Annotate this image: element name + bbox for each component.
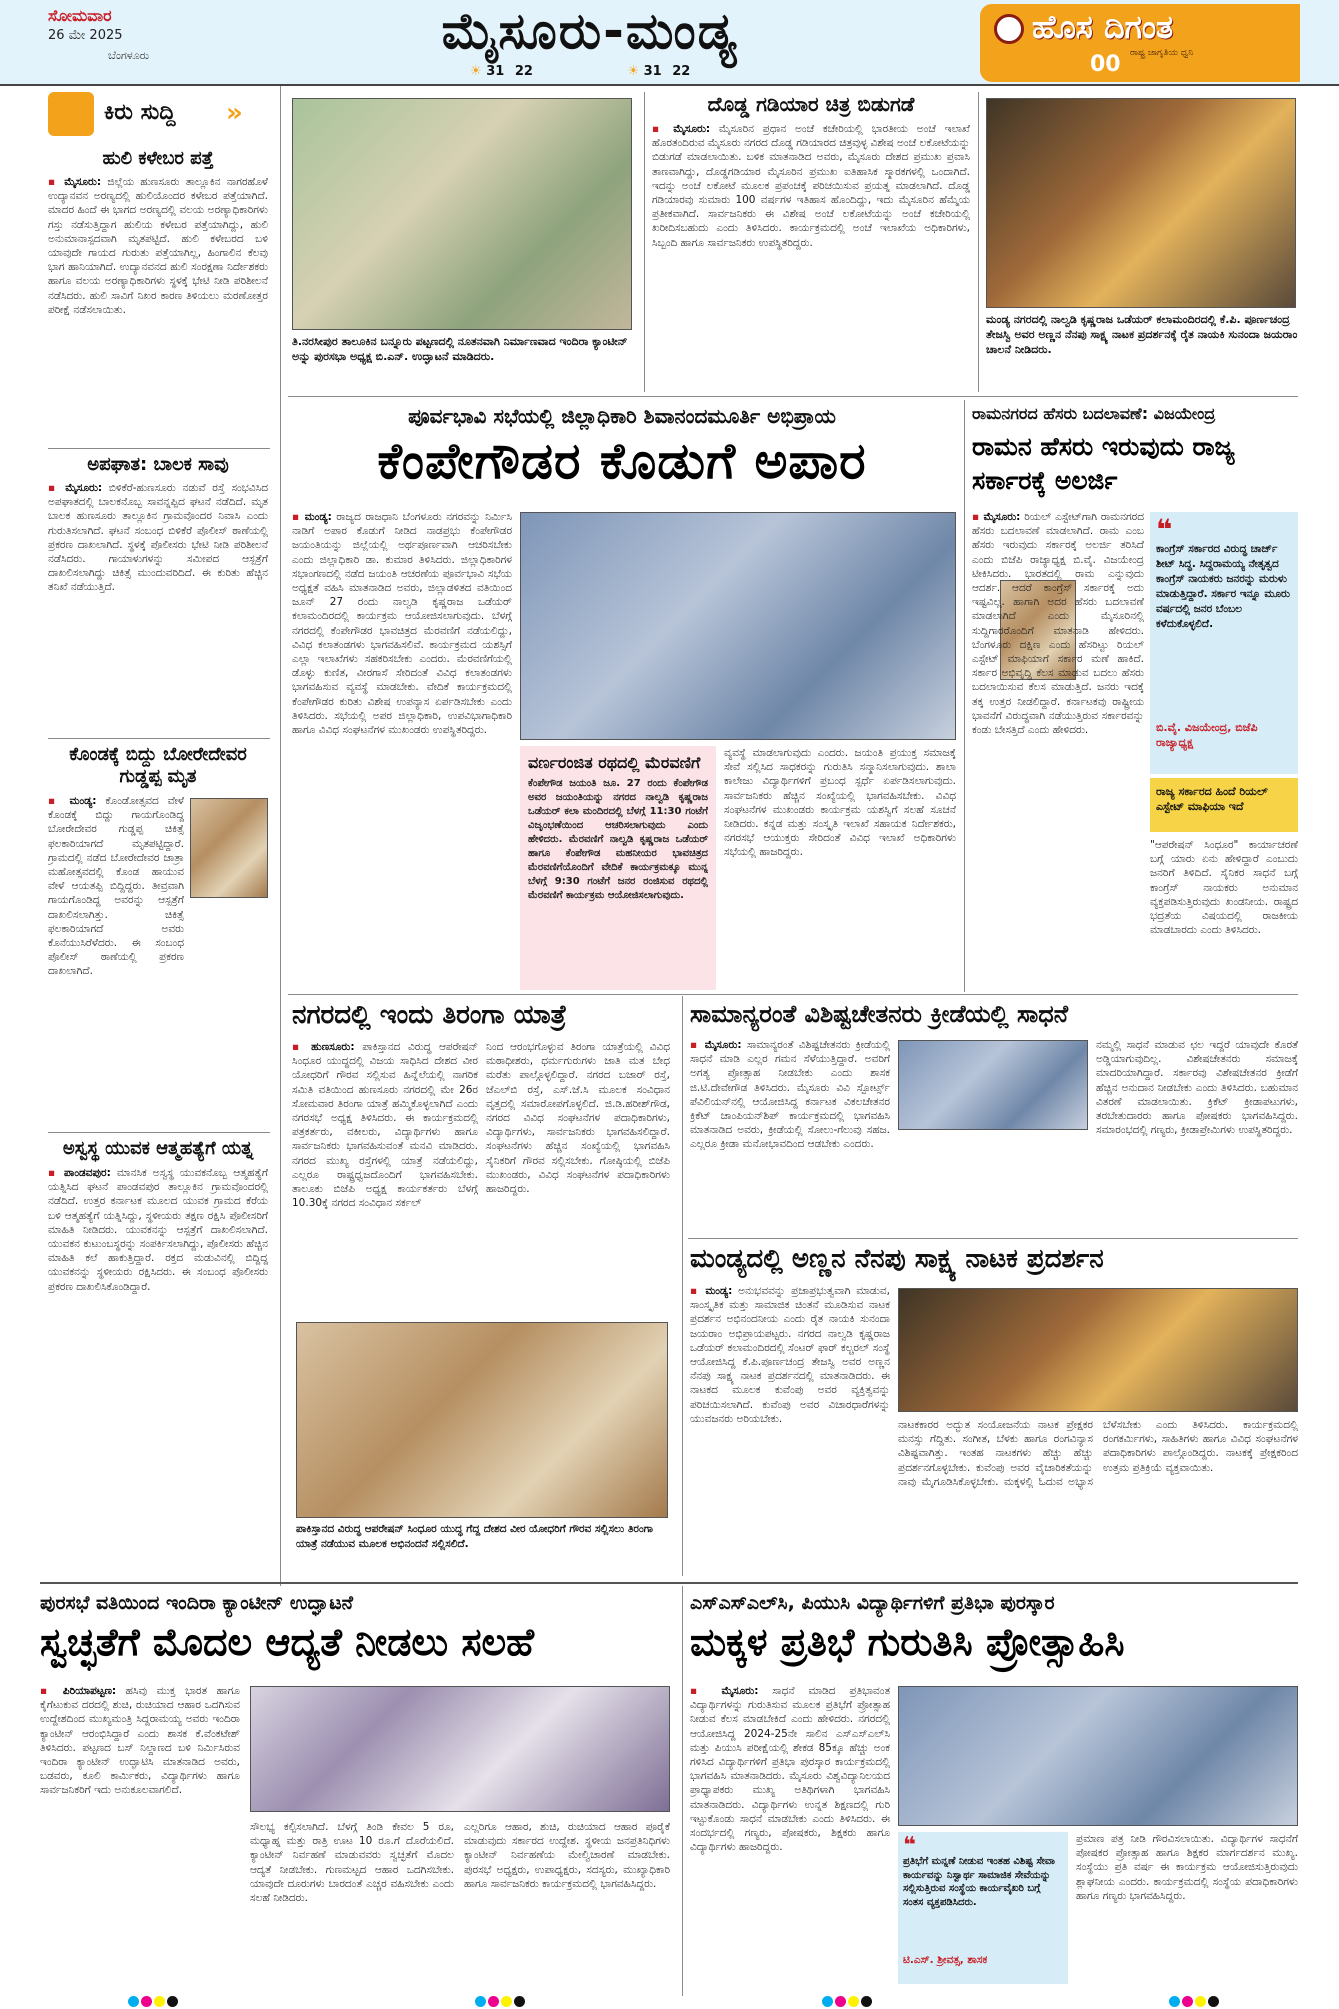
kempegowda-body-2: ವ್ಯವಸ್ಥೆ ಮಾಡಲಾಗುವುದು ಎಂದರು. ಜಯಂತಿ ಪ್ರಯುಕ್ತ ಸಮಾಜಕ್ಕೆ ಸೇವೆ ಸಲ್ಲಿಸಿದ ಸಾಧಕರನ್ನು ಗುರುತಿಸಿ ಸನ್ಮಾನಿಸಲಾಗುವುದು. ಶಾಲಾ ಕಾಲೇಜು ವಿದ್ಯಾರ್ಥಿಗಳಿಗೆ ಪ್ರಬಂಧ ಸ್ಪರ್ಧೆ ಏರ್ಪಡಿಸಲಾಗುವುದು. ಸಾರ್ವಜನಿಕರು ಹೆಚ್ಚಿನ ಸಂಖ್ಯೆಯಲ್ಲಿ ಭಾಗವಹಿಸಬೇಕು. ವಿವಿಧ ಸಂಘಟನೆಗಳ ಮುಖಂಡರು ಕಾರ್ಯಕ್ರಮ ಯಶಸ್ವಿಗೆ ಸಲಹೆ ಸೂಚನೆ ನೀಡಿದರು. ಕನ್ನಡ ಮತ್ತು ಸಂಸ್ಕೃತಿ ಇಲಾಖೆ ಸಹಾಯಕ ನಿರ್ದೇಶಕರು, ನಗರಸಭೆ ಆಯುಕ್ತರು ಸೇರಿದಂತೆ ವಿವಿಧ ಇಲಾಖೆ ಅಧಿಕಾರಿಗಳು ಸಭೆಯಲ್ಲಿ ಹಾಜರಿದ್ದರು. — [724, 747, 956, 859]
left-story-4-dateline: ಪಾಂಡವಪುರ: — [63, 1167, 111, 1179]
ramanagara-body-2: "ಆಪರೇಷನ್ ಸಿಂಧೂರ" ಕಾರ್ಯಾಚರಣೆ ಬಗ್ಗೆ ಯಾರು ಏನು ಹೇಳಿದ್ದಾರೆ ಎಂಬುದು ಜನರಿಗೆ ತಿಳಿದಿದೆ. ಸೈನಿಕರ ಸಾಧನೆ ಬಗ್ಗೆ ಕಾಂಗ್ರೆಸ್ ನಾಯಕರು ಅನುಮಾನ ವ್ಯಕ್ತಪಡಿಸುತ್ತಿರುವುದು ಖಂಡನೀಯ. ರಾಷ್ಟ್ರದ ಭದ್ರತೆಯ ವಿಷಯದಲ್ಲಿ ರಾಜಕೀಯ ಮಾಡಬಾರದು ಎಂದು ತಿಳಿಸಿದರು. — [1150, 839, 1298, 937]
clock-tower-story: ದೊಡ್ಡ ಗಡಿಯಾರ ಚಿತ್ರ ಬಿಡುಗಡೆ ▪ ಮೈಸೂರು: ಮೈಸೂರಿನ ಪ್ರಧಾನ ಅಂಚೆ ಕಚೇರಿಯಲ್ಲಿ ಭಾರತೀಯ ಅಂಚೆ ಇಲಾಖೆ ಹೊರತಂದಿರುವ ಮೈಸೂರು ನಗರದ ದೊಡ್ಡ ಗಡಿಯಾರದ ಚಿತ್ರವುಳ್ಳ ವಿಶೇಷ ಅಂಚೆ ಲಕೋಟೆಯನ್ನು ಬಿಡುಗಡೆ ಮಾಡಲಾಯಿತು. ಬಳಿಕ ಮಾತನಾಡಿದ ಅವರು, ಮೈಸೂರು ದೇಶದ ಪ್ರಮುಖ ಪ್ರವಾಸಿ ತಾಣವಾಗಿದ್ದು, ದೊಡ್ಡಗಡಿಯಾರ ಮೈಸೂರಿನ ಪ್ರಮುಖ ಐತಿಹಾಸಿಕ ಸ್ಮಾರಕಗಳಲ್ಲಿ ಒಂದಾಗಿದೆ. ಇದನ್ನು ಅಂಚೆ ಲಕೋಟೆ ಮೂಲಕ ಪ್ರಪಂಚಕ್ಕೆ ಪರಿಚಯಿಸುವ ಪ್ರಯತ್ನ ಮಾಡಲಾಗಿದೆ. ದೊಡ್ಡ ಗಡಿಯಾರವು ಸುಮಾರು 100 ವರ್ಷಗಳ ಇತಿಹಾಸ ಹೊಂದಿದ್ದು, ಇದು ಮೈಸೂರಿನ ಹೆಮ್ಮೆಯ ಪ್ರತೀಕವಾಗಿದೆ. ಸಾರ್ವಜನಿಕರು ಈ ವಿಶೇಷ ಅಂಚೆ ಲಕೋಟೆಯನ್ನು ಅಂಚೆ ಕಚೇರಿಯಲ್ಲಿ ಖರೀದಿಸಬಹುದು ಎಂದು ತಿಳಿಸಿದರು. ಕಾರ್ಯಕ್ರಮದಲ್ಲಿ ಅಂಚೆ ಇಲಾಖೆಯ ಅಧಿಕಾರಿಗಳು, ಸಿಬ್ಬಂದಿ ಹಾಗೂ ಸಾರ್ವಜನಿಕರು ಉಪಸ್ಥಿತರಿದ್ದರು. — [652, 92, 970, 249]
clock-tower-dateline: ಮೈಸೂರು: — [673, 123, 711, 135]
procession-box-body: ಕೆಂಪೇಗೌಡ ಜಯಂತಿ ಜೂ. 27 ರಂದು ಕೆಂಪೇಗೌಡ ಅವರ ಜಯಂತಿಯನ್ನು ನಗರದ ನಾಲ್ವಡಿ ಕೃಷ್ಣರಾಜ ಒಡೆಯರ್ ಕಲಾ ಮಂದಿರದಲ್ಲಿ ಬೆಳಗ್ಗೆ 11:30 ಗಂಟೆಗೆ ವಿಜೃಂಭಣೆಯಿಂದ ಆಚರಿಸಲಾಗುವುದು ಎಂದು ಹೇಳಿದರು. ಮೆರವಣಿಗೆ ನಾಲ್ವಡಿ ಕೃಷ್ಣರಾಜ ಒಡೆಯರ್ ಹಾಗೂ ಕೆಂಪೇಗೌಡ ಮಹನೀಯರ ಭಾವಚಿತ್ರದ ಮೆರವಣಿಗೆಯೊಂದಿಗೆ ವೇದಿಕೆ ಕಾರ್ಯಕ್ರಮಕ್ಕೂ ಮುನ್ನ ಬೆಳಗ್ಗೆ 9:30 ಗಂಟೆಗೆ ಜನರ ರಂಜಿಸುವ ರಥದಲ್ಲಿ ಮೆರವಣಿಗೆ ಕಾರ್ಯಕ್ರಮ ಆಯೋಜಿಸಲಾಗುವುದು. — [528, 778, 708, 901]
talent-kicker: ಎಸ್‌ಎಸ್‌ಎಲ್‌ಸಿ, ಪಿಯುಸಿ ವಿದ್ಯಾರ್ಥಿಗಳಿಗೆ ಪ್ರತಿಭಾ ಪುರಸ್ಕಾರ — [690, 1592, 1055, 1614]
tiranga-dateline: ಹುಣಸೂರು: — [311, 1041, 355, 1053]
meeting-photo — [520, 512, 956, 740]
kempegowda-headline: ಕೆಂಪೇಗೌಡರ ಕೊಡುಗೆ ಅಪಾರ — [377, 432, 867, 490]
left-story-4-title: ಅಸ್ವಸ್ಥ ಯುವಕ ಆತ್ಮಹತ್ಯೆಗೆ ಯತ್ನ — [62, 1138, 254, 1159]
paper-name: ಹೊಸ ದಿಗಂತ — [1032, 8, 1174, 46]
ramanagara-body-text: ರಿಯಲ್ ಎಸ್ಟೇಟ್‌ಗಾಗಿ ರಾಮನಗರದ ಹೆಸರು ಬದಲಾವಣೆ ಮಾಡಲಾಗಿದೆ. ರಾಮ ಎಂಬ ಹೆಸರು ಇರುವುದು ಸರ್ಕಾರಕ್ಕೆ ಅಲರ್ಜಿ ತರಿಸಿದೆ ಎಂದು ಬಿಜೆಪಿ ರಾಜ್ಯಾಧ್ಯಕ್ಷ ಬಿ.ವೈ. ವಿಜಯೇಂದ್ರ ಟೀಕಿಸಿದರು. ಭಾರತದಲ್ಲಿ ರಾಮ ಎನ್ನುವುದು ಆದರ್ಶ. ಆದರೆ ಕಾಂಗ್ರೆಸ್ ಸರ್ಕಾರಕ್ಕೆ ಅದು ಇಷ್ಟವಿಲ್ಲ. ಹಾಗಾಗಿ ಅದರ ಹೆಸರು ಬದಲಾವಣೆ ಮಾಡಲಾಗಿದೆ ಎಂದು ಮೈಸೂರಿನಲ್ಲಿ ಸುದ್ದಿಗಾರರೊಂದಿಗೆ ಮಾತನಾಡಿ ಹೇಳಿದರು. ಬೆಂಗಳೂರು ದಕ್ಷಿಣ ಎಂದು ಹೆಸರಿಟ್ಟು ರಿಯಲ್ ಎಸ್ಟೇಟ್ ಮಾಫಿಯಾಗೆ ಸರ್ಕಾರ ಮಣೆ ಹಾಕಿದೆ. ಸರ್ಕಾರ ಅಭಿವೃದ್ಧಿ ಕೆಲಸ ಮಾಡುವ ಬದಲು ಹೆಸರು ಬದಲಾಯಿಸುವ ಕೆಲಸ ಮಾಡುತ್ತಿದೆ. ಜನರು ಇದಕ್ಕೆ ತಕ್ಕ ಉತ್ತರ ನೀಡಲಿದ್ದಾರೆ. ಕರ್ನಾಟಕವು ರಾಷ್ಟ್ರೀಯ ಭಾವನೆಗೆ ವಿರುದ್ಧವಾಗಿ ನಡೆಯುತ್ತಿರುವ ಸರ್ಕಾರವನ್ನು ಕಂಡು ಬೇಸತ್ತಿದೆ ಎಂದು ಹೇಳಿದರು. — [972, 511, 1144, 737]
paper-logo-icon — [994, 14, 1024, 44]
left-story-2: ಅಪಘಾತ: ಬಾಲಕ ಸಾವು ▪ ಮೈಸೂರು: ಬಿಳಿಕೆರೆ-ಹುಣಸೂರು ನಡುವೆ ರಸ್ತೆ ಸಂಭವಿಸಿದ ಅಪಘಾತದಲ್ಲಿ ಬಾಲಕನೊಬ್ಬ ಸಾವನ್ನಪ್ಪಿದ ಘಟನೆ ನಡೆದಿದೆ. ಮೃತ ಬಾಲಕ ಹುಣಸೂರು ತಾಲ್ಲೂಕಿನ ಗ್ರಾಮವೊಂದರ ನಿವಾಸಿ ಎಂದು ಗುರುತಿಸಲಾಗಿದೆ. ಘಟನೆ ಸಂಬಂಧ ಬಿಳಿಕೆರೆ ಪೊಲೀಸ್ ಠಾಣೆಯಲ್ಲಿ ಪ್ರಕರಣ ದಾಖಲಾಗಿದೆ. ಸ್ಥಳಕ್ಕೆ ಪೊಲೀಸರು ಭೇಟಿ ನೀಡಿ ಪರಿಶೀಲನೆ ನಡೆಸಿದರು. ಗಾಯಾಳುಗಳನ್ನು ಸಮೀಪದ ಆಸ್ಪತ್ರೆಗೆ ದಾಖಲಿಸಲಾಗಿದ್ದು ಚಿಕಿತ್ಸೆ ಮುಂದುವರಿದಿದೆ. ಈ ಕುರಿತು ಹೆಚ್ಚಿನ ತನಿಖೆ ನಡೆಯುತ್ತಿದೆ. — [48, 454, 268, 594]
weather-strip — [470, 64, 750, 84]
annana-nenapu-body-2: ನಾಟಕಕಾರರ ಅದ್ಭುತ ಸಂಯೋಜನೆಯ ನಾಟಕ ಪ್ರೇಕ್ಷಕರ ಮನಸ್ಸು ಗೆದ್ದಿತು. ಸಂಗೀತ, ಬೆಳಕು ಹಾಗೂ ರಂಗವಿನ್ಯಾಸ ವಿಶಿಷ್ಟವಾಗಿತ್ತು. ಇಂತಹ ನಾಟಕಗಳು ಹೆಚ್ಚು ಹೆಚ್ಚು ಪ್ರದರ್ಶನಗೊಳ್ಳಬೇಕು. ಕುವೆಂಪು ಅವರ ವೈಚಾರಿಕತೆಯನ್ನು ನಾವು ಮೈಗೂಡಿಸಿಕೊಳ್ಳಬೇಕು. ಮಕ್ಕಳಲ್ಲಿ ಓದುವ ಅಭ್ಯಾಸ ಬೆಳೆಸಬೇಕು ಎಂದು ತಿಳಿಸಿದರು. ಕಾರ್ಯಕ್ರಮದಲ್ಲಿ ರಂಗಕರ್ಮಿಗಳು, ಸಾಹಿತಿಗಳು ಹಾಗೂ ವಿವಿಧ ಸಂಘಟನೆಗಳ ಪದಾಧಿಕಾರಿಗಳು ಪಾಲ್ಗೊಂಡಿದ್ದರು. ನಾಟಕಕ್ಕೆ ಪ್ರೇಕ್ಷಕರಿಂದ ಉತ್ತಮ ಪ್ರತಿಕ್ರಿಯೆ ವ್ಯಕ್ತವಾಯಿತು. — [898, 1419, 1298, 1488]
shrivatsa-quote: ಪ್ರತಿಭೆಗೆ ಮನ್ನಣೆ ನೀಡುವ ಇಂತಹ ವಿಶಿಷ್ಟ ಸೇವಾ ಕಾರ್ಯವನ್ನು ನಿಸ್ವಾರ್ಥ ಸಾಮಾಜಿಕ ಸೇವೆಯನ್ನು ಸಲ್ಲಿಸುತ್ತಿರುವ ಸಂಸ್ಥೆಯ ಕಾರ್ಯವೈಖರಿ ಬಗ್ಗೆ ಸಂತಸ ವ್ಯಕ್ತಪಡಿಸಿದರು. — [903, 1856, 1055, 1908]
tiranga-body-1: ▪ ಹುಣಸೂರು: ಪಾಕಿಸ್ತಾನದ ವಿರುದ್ಧ ಆಪರೇಷನ್ ಸಿಂಧೂರ ಯುದ್ಧದಲ್ಲಿ ವಿಜಯ ಸಾಧಿಸಿದ ದೇಶದ ವೀರ ಯೋಧರಿಗೆ ಗೌರವ ಸಲ್ಲಿಸುವ ಹಿನ್ನೆಲೆಯಲ್ಲಿ ನಾಗರಿಕ ಸಮಿತಿ ವತಿಯಿಂದ ಹುಣಸೂರು ನಗರದಲ್ಲಿ ಮೇ 26ರ ಸೋಮವಾರ ತಿರಂಗಾ ಯಾತ್ರೆ ಹಮ್ಮಿಕೊಳ್ಳಲಾಗಿದೆ ಎಂದು ನಗರಸಭೆ ಅಧ್ಯಕ್ಷ ತಿಳಿಸಿದರು. ಈ ಕಾರ್ಯಕ್ರಮದಲ್ಲಿ ಪತ್ರಕರ್ತರು, ವಕೀಲರು, ವಿದ್ಯಾರ್ಥಿಗಳು ಹಾಗೂ ಸಾರ್ವಜನಿಕರು ಭಾಗವಹಿಸುವಂತೆ ಮನವಿ ಮಾಡಿದರು. ನಗರದ ಮುಖ್ಯ ರಸ್ತೆಗಳಲ್ಲಿ ಯಾತ್ರೆ ನಡೆಯಲಿದ್ದು, ಎಲ್ಲರೂ ರಾಷ್ಟ್ರಧ್ವಜದೊಂದಿಗೆ ಭಾಗವಹಿಸಬೇಕು. ತಾಲೂಕು ಬಿಜೆಪಿ ಅಧ್ಯಕ್ಷ ಕಾರ್ಯಕರ್ತರು ಬೆಳಗ್ಗೆ 10.30ಕ್ಕೆ ನಗರದ ಸಂವಿಧಾನ ಸರ್ಕಲ್ — [292, 1041, 478, 1210]
talent-headline: ಮಕ್ಕಳ ಪ್ರತಿಭೆ ಗುರುತಿಸಿ ಪ್ರೋತ್ಸಾಹಿಸಿ — [690, 1620, 1125, 1664]
kiru-suddi-label: ಕಿರು ಸುದ್ದಿ — [104, 100, 176, 125]
quote-icon: ❝ — [1156, 513, 1173, 546]
talent-body-1: ▪ ಮೈಸೂರು: ಸಾಧನೆ ಮಾಡಿದ ಪ್ರತಿಭಾವಂತ ವಿದ್ಯಾರ್ಥಿಗಳನ್ನು ಗುರುತಿಸುವ ಮೂಲಕ ಪ್ರತಿಭೆಗೆ ಪ್ರೋತ್ಸಾಹ ನೀಡುವ ಕೆಲಸ ಮಾಡಬೇಕಿದೆ ಎಂದು ಹೇಳಿದರು. ನಗರದಲ್ಲಿ ಆಯೋಜಿಸಿದ್ದ 2024-25ನೇ ಸಾಲಿನ ಎಸ್‌ಎಸ್‌ಎಲ್‌ಸಿ ಮತ್ತು ಪಿಯುಸಿ ಪರೀಕ್ಷೆಯಲ್ಲಿ ಶೇಕಡ 85ಕ್ಕೂ ಹೆಚ್ಚು ಅಂಕ ಗಳಿಸಿದ ವಿದ್ಯಾರ್ಥಿಗಳಿಗೆ ಪ್ರತಿಭಾ ಪುರಸ್ಕಾರ ಕಾರ್ಯಕ್ರಮದಲ್ಲಿ ಭಾಗವಹಿಸಿ ಮಾತನಾಡಿದರು. ಮೈಸೂರು ವಿಶ್ವವಿದ್ಯಾನಿಲಯದ ಪ್ರಾಧ್ಯಾಪಕರು ಮುಖ್ಯ ಅತಿಥಿಗಳಾಗಿ ಭಾಗವಹಿಸಿ ಮಾತನಾಡಿದರು. ವಿದ್ಯಾರ್ಥಿಗಳು ಉನ್ನತ ಶಿಕ್ಷಣದಲ್ಲಿ ಗುರಿ ಇಟ್ಟುಕೊಂಡು ಸಾಧನೆ ಮಾಡಬೇಕು ಎಂದು ತಿಳಿಸಿದರು. ಈ ಸಂದರ್ಭದಲ್ಲಿ ಗಣ್ಯರು, ಪೋಷಕರು, ಶಿಕ್ಷಕರು ಹಾಗೂ ವಿದ್ಯಾರ್ಥಿಗಳು ಹಾಜರಿದ್ದರು. — [690, 1685, 890, 1854]
speech-icon — [48, 92, 94, 136]
vijayendra-quote-author: ಬಿ.ವೈ. ವಿಜಯೇಂದ್ರ, ಬಿಜೆಪಿ ರಾಜ್ಯಾಧ್ಯಕ್ಷ — [1156, 721, 1258, 749]
canteen-dateline: ಪಿರಿಯಾಪಟ್ಟಣ: — [62, 1685, 117, 1697]
left-story-1-title: ಹುಲಿ ಕಳೇಬರ ಪತ್ತೆ — [102, 148, 214, 169]
annana-nenapu-body-1: ▪ ಮಂಡ್ಯ: ಅನುಭವವನ್ನು ಪ್ರಜಾಪ್ರಭುತ್ವವಾಗಿ ಮಾಡುವ, ಸಾಂಸ್ಕೃತಿಕ ಮತ್ತು ಸಾಮಾಜಿಕ ಚಿಂತನೆ ಮೂಡಿಸುವ ನಾಟಕ ಪ್ರದರ್ಶನ ಅಭಿನಂದನೀಯ ಎಂದು ರೈತ ನಾಯಕಿ ಸುನಂದಾ ಜಯರಾಂ ಅಭಿಪ್ರಾಯಪಟ್ಟರು. ನಗರದ ನಾಲ್ವಡಿ ಕೃಷ್ಣರಾಜ ಒಡೆಯರ್ ಕಲಾಮಂದಿರದಲ್ಲಿ ಸೆಂಟರ್ ಫಾರ್ ಕಲ್ಚರಲ್ ಸಂಸ್ಥೆ ಆಯೋಜಿಸಿದ್ದ ಕೆ.ಪಿ.ಪೂರ್ಣಚಂದ್ರ ತೇಜಸ್ವಿ ಅವರ ಅಣ್ಣನ ನೆನಪು ಸಾಕ್ಷ್ಯ ನಾಟಕ ಪ್ರದರ್ಶನದಲ್ಲಿ ಮಾತನಾಡಿದರು. ಈ ನಾಟಕದ ಮೂಲಕ ಕುವೆಂಪು ಅವರ ವ್ಯಕ್ತಿತ್ವವನ್ನು ಪರಿಚಯಿಸಲಾಗಿದೆ. ಕುವೆಂಪು ಅವರ ವಿಚಾರಧಾರೆಗಳನ್ನು ಯುವಜನರು ಅರಿಯಬೇಕು. — [690, 1285, 890, 1425]
left-story-3: ಕೊಂಡಕ್ಕೆ ಬಿದ್ದು ಬೋರೇದೇವರ ಗುಡ್ಡಪ್ಪ ಮೃತ ▪ ಮಂಡ್ಯ: ಕೊಂಡೋತ್ಸವದ ವೇಳೆ ಕೊಂಡಕ್ಕೆ ಬಿದ್ದು ಗಾಯಗೊಂಡಿದ್ದ ಬೋರೇದೇವರ ಗುಡ್ಡಪ್ಪ ಚಿಕಿತ್ಸೆ ಫಲಕಾರಿಯಾಗದೆ ಮೃತಪಟ್ಟಿದ್ದಾರೆ. ಗ್ರಾಮದಲ್ಲಿ ನಡೆದ ಬೋರೇದೇವರ ಜಾತ್ರಾ ಮಹೋತ್ಸವದಲ್ಲಿ ಕೊಂಡ ಹಾಯುವ ವೇಳೆ ಆಯತಪ್ಪಿ ಬಿದ್ದಿದ್ದರು. ತೀವ್ರವಾಗಿ ಗಾಯಗೊಂಡಿದ್ದ ಅವರನ್ನು ಆಸ್ಪತ್ರೆಗೆ ದಾಖಲಿಸಲಾಗಿತ್ತು. ಚಿಕಿತ್ಸೆ ಫಲಕಾರಿಯಾಗದೆ ಅವರು ಕೊನೆಯುಸಿರೆಳೆದರು. ಈ ಸಂಬಂಧ ಪೊಲೀಸ್ ಠಾಣೆಯಲ್ಲಿ ಪ್ರಕರಣ ದಾಖಲಾಗಿದೆ. — [48, 744, 268, 1139]
registration-marks — [128, 1992, 1228, 2006]
tiranga-body-2: ನಿಂದ ಆರಂಭಗೊಳ್ಳುವ ತಿರಂಗಾ ಯಾತ್ರೆಯಲ್ಲಿ ವಿವಿಧ ಮಠಾಧೀಶರು, ಧರ್ಮಗುರುಗಳು ಜಾತಿ ಮತ ಬೇಧ ಮರೆತು ಪಾಲ್ಗೊಳ್ಳಲಿದ್ದಾರೆ. ನಗರದ ಬಜಾರ್ ರಸ್ತೆ, ಜೆಎಲ್‌ಬಿ ರಸ್ತೆ, ಎಸ್.ಜೆ.ಸಿ ಮೂಲಕ ಸಂವಿಧಾನ ವೃತ್ತದಲ್ಲಿ ಸಮಾರೋಪಗೊಳ್ಳಲಿದೆ. ಜಿ.ಡಿ.ಹರೀಶ್‌ಗೌಡ, ನಗರದ ವಿವಿಧ ಸಂಘಟನೆಗಳ ಪದಾಧಿಕಾರಿಗಳು, ವಿದ್ಯಾರ್ಥಿಗಳು, ಸಾರ್ವಜನಿಕರು ಭಾಗವಹಿಸಲಿದ್ದಾರೆ. ಸಂಘಟನೆಗಳು ಹೆಚ್ಚಿನ ಸಂಖ್ಯೆಯಲ್ಲಿ ಭಾಗವಹಿಸಿ ಸೈನಿಕರಿಗೆ ಗೌರವ ಸಲ್ಲಿಸಬೇಕು. ಗೋಷ್ಠಿಯಲ್ಲಿ ಬಿಜೆಪಿ ಮುಖಂಡರು, ವಿವಿಧ ಸಂಘಟನೆಗಳ ಪದಾಧಿಕಾರಿಗಳು ಹಾಜರಿದ್ದರು. — [486, 1041, 670, 1196]
canteen-photo-caption: ತಿ.ನರಸೀಪುರ ತಾಲೂಕಿನ ಬನ್ನೂರು ಪಟ್ಟಣದಲ್ಲಿ ನೂತನವಾಗಿ ನಿರ್ಮಾಣವಾದ ಇಂದಿರಾ ಕ್ಯಾಂಟೀನ್ ಅನ್ನು ಪುರಸಭಾ ಅಧ್ಯಕ್ಷ ಬಿ.ಎನ್. ಉದ್ಘಾಟನೆ ಮಾಡಿದರು. — [292, 335, 628, 363]
special-needs-dateline: ಮೈಸೂರು: — [704, 1039, 742, 1051]
canteen-headline: ಸ್ವಚ್ಛತೆಗೆ ಮೊದಲ ಆದ್ಯತೆ ನೀಡಲು ಸಲಹೆ — [40, 1620, 535, 1664]
talent-body-text: ಸಾಧನೆ ಮಾಡಿದ ಪ್ರತಿಭಾವಂತ ವಿದ್ಯಾರ್ಥಿಗಳನ್ನು ಗುರುತಿಸುವ ಮೂಲಕ ಪ್ರತಿಭೆಗೆ ಪ್ರೋತ್ಸಾಹ ನೀಡುವ ಕೆಲಸ ಮಾಡಬೇಕಿದೆ ಎಂದು ಹೇಳಿದರು. ನಗರದಲ್ಲಿ ಆಯೋಜಿಸಿದ್ದ 2024-25ನೇ ಸಾಲಿನ ಎಸ್‌ಎಸ್‌ಎಲ್‌ಸಿ ಮತ್ತು ಪಿಯುಸಿ ಪರೀಕ್ಷೆಯಲ್ಲಿ ಶೇಕಡ 85ಕ್ಕೂ ಹೆಚ್ಚು ಅಂಕ ಗಳಿಸಿದ ವಿದ್ಯಾರ್ಥಿಗಳಿಗೆ ಪ್ರತಿಭಾ ಪುರಸ್ಕಾರ ಕಾರ್ಯಕ್ರಮದಲ್ಲಿ ಭಾಗವಹಿಸಿ ಮಾತನಾಡಿದರು. — [690, 1685, 890, 1783]
masthead-left-block — [48, 6, 228, 80]
real-estate-box-text: ರಾಜ್ಯ ಸರ್ಕಾರದ ಹಿಂದೆ ರಿಯಲ್ ಎಸ್ಟೇಟ್ ಮಾಫಿಯಾ ಇದೆ — [1156, 785, 1268, 813]
tiranga-photo-caption: ಪಾಕಿಸ್ತಾನದ ವಿರುದ್ಧ ಆಪರೇಷನ್ ಸಿಂಧೂರ ಯುದ್ಧ ಗೆದ್ದ ದೇಶದ ವೀರ ಯೋಧರಿಗೆ ಗೌರವ ಸಲ್ಲಿಸಲು ತಿರಂಗಾ ಯಾತ್ರೆ ನಡೆಯುವ ಮೂಲಕ ಅಭಿನಂದನೆ ಸಲ್ಲಿಸಲಿದೆ. — [296, 1523, 653, 1550]
masthead-city: ಬೆಂಗಳೂರು — [108, 49, 150, 62]
canteen-inauguration-photo — [292, 98, 632, 330]
paper-tagline: ರಾಷ್ಟ್ರ ಜಾಗೃತಿಯ ಧ್ವನಿ — [1130, 48, 1194, 58]
drama-inauguration-photo — [986, 98, 1296, 308]
shrivatsa-quote-box — [898, 1832, 1068, 1984]
weather-min-1: 22 — [514, 64, 533, 79]
chevron-right-icon: » — [226, 98, 243, 128]
masthead-day: ಸೋಮವಾರ — [48, 6, 112, 25]
tiranga-press-photo — [296, 1322, 668, 1518]
left-story-3-dateline: ಮಂಡ್ಯ: — [69, 795, 97, 807]
left-story-3-title: ಕೊಂಡಕ್ಕೆ ಬಿದ್ದು ಬೋರೇದೇವರ ಗುಡ್ಡಪ್ಪ ಮೃತ — [69, 744, 247, 787]
drama-photo-caption: ಮಂಡ್ಯ ನಗರದಲ್ಲಿ ನಾಲ್ವಡಿ ಕೃಷ್ಣರಾಜ ಒಡೆಯರ್ ಕಲಾಮಂದಿರದಲ್ಲಿ ಕೆ.ಪಿ. ಪೂರ್ಣಚಂದ್ರ ತೇಜಸ್ವಿ ಅವರ ಅಣ್ಣನ ನೆನಪು ಸಾಕ್ಷ್ಯ ನಾಟಕ ಪ್ರದರ್ಶನಕ್ಕೆ ರೈತ ನಾಯಕಿ ಸುನಂದಾ ಜಯರಾಂ ಚಾಲನೆ ನೀಡಿದರು. — [986, 313, 1298, 356]
quote-icon: ❝ — [903, 1833, 916, 1858]
canteen-kicker: ಪುರಸಭೆ ವತಿಯಿಂದ ಇಂದಿರಾ ಕ್ಯಾಂಟೀನ್ ಉದ್ಘಾಟನೆ — [40, 1592, 353, 1614]
left-story-2-title: ಅಪಘಾತ: ಬಾಲಕ ಸಾವು — [87, 454, 229, 475]
ramanagara-headline: ರಾಮನ ಹೆಸರು ಇರುವುದು ರಾಜ್ಯ ಸರ್ಕಾರಕ್ಕೆ ಅಲರ್ಜಿ — [972, 432, 1235, 495]
weather-max-1: 31 — [486, 64, 505, 79]
canteen-body-2: ಸೌಲಭ್ಯ ಕಲ್ಪಿಸಲಾಗಿದೆ. ಬೆಳಗ್ಗೆ ತಿಂಡಿ ಕೇವಲ 5 ರೂ, ಮಧ್ಯಾಹ್ನ ಮತ್ತು ರಾತ್ರಿ ಊಟ 10 ರೂ.ಗೆ ದೊರೆಯಲಿದೆ. ಕ್ಯಾಂಟೀನ್ ನಿರ್ವಹಣೆ ಮಾಡುವವರು ಸ್ವಚ್ಛತೆಗೆ ಮೊದಲ ಆದ್ಯತೆ ನೀಡಬೇಕು. ಗುಣಮಟ್ಟದ ಆಹಾರ ಒದಗಿಸಬೇಕು. ಯಾವುದೇ ದೂರುಗಳು ಬಾರದಂತೆ ಎಚ್ಚರ ವಹಿಸಬೇಕು ಎಂದು ಸಲಹೆ ನೀಡಿದರು. — [250, 1821, 454, 1905]
procession-box-title: ವರ್ಣರಂಜಿತ ರಥದಲ್ಲಿ ಮೆರವಣಿಗೆ — [528, 753, 701, 772]
edition-title: ಮೈಸೂರು-ಮಂಡ್ಯ — [441, 2, 739, 60]
left-story-1-body: ಜಿಲ್ಲೆಯ ಹುಣಸೂರು ತಾಲ್ಲೂಕಿನ ನಾಗರಹೊಳೆ ಉದ್ಯಾನವನ ಅರಣ್ಯದಲ್ಲಿ ಹುಲಿಯೊಂದರ ಕಳೇಬರ ಪತ್ತೆಯಾಗಿದೆ. ಮಾದರ ಹಿಂದೆ ಈ ಭಾಗದ ಅರಣ್ಯದಲ್ಲಿ ವಲಯ ಅರಣ್ಯಾಧಿಕಾರಿಗಳು ಗಸ್ತು ನಡೆಸುತ್ತಿದ್ದಾಗ ಹುಲಿಯ ಕಳೇಬರ ಪತ್ತೆಯಾಗಿದ್ದು, ಹುಲಿ ಅನುಮಾನಾಸ್ಪದವಾಗಿ ಮೃತಪಟ್ಟಿದೆ. ಹುಲಿ ಕಳೇಬರದ ಬಳಿ ಯಾವುದೇ ಗಾಯದ ಗುರುತು ಪತ್ತೆಯಾಗಿಲ್ಲ, ಹಿಂಗಾಲಿನ ಕೆಲವು ಭಾಗ ಹಾನಿಯಾಗಿದೆ. ಉದ್ಯಾನವನದ ಹುಲಿ ಸಂರಕ್ಷಣಾ ನಿರ್ದೇಶಕರು ಹಾಗೂ ವಲಯ ಅರಣ್ಯಾಧಿಕಾರಿಗಳು ಸ್ಥಳಕ್ಕೆ ಭೇಟಿ ನೀಡಿ ಪರಿಶೀಲನೆ ನಡೆಸಿದರು. ಹುಲಿ ಸಾವಿಗೆ ನಿಖರ ಕಾರಣ ತಿಳಿಯಲು ಮರಣೋತ್ತರ ಪರೀಕ್ಷೆ ನಡೆಸಲಾಯಿತು. — [48, 176, 268, 316]
canteen-body-3: ಎಲ್ಲರಿಗೂ ಆಹಾರ, ಶುಚಿ, ರುಚಿಯಾದ ಆಹಾರ ಪೂರೈಕೆ ಮಾಡುವುದು ಸರ್ಕಾರದ ಉದ್ದೇಶ. ಸ್ಥಳೀಯ ಜನಪ್ರತಿನಿಧಿಗಳು ಕ್ಯಾಂಟೀನ್ ನಿರ್ವಹಣೆಯ ಮೇಲ್ವಿಚಾರಣೆ ಮಾಡಬೇಕು. ಪುರಸಭೆ ಅಧ್ಯಕ್ಷರು, ಉಪಾಧ್ಯಕ್ಷರು, ಸದಸ್ಯರು, ಮುಖ್ಯಾಧಿಕಾರಿ ಹಾಗೂ ಸಾರ್ವಜನಿಕರು ಕಾರ್ಯಕ್ರಮದಲ್ಲಿ ಭಾಗವಹಿಸಿದ್ದರು. — [464, 1821, 670, 1890]
page-number: 00 — [1090, 52, 1121, 77]
weather-max-2: 31 — [643, 64, 662, 79]
special-needs-body-text: ಸಾಮಾನ್ಯರಂತೆ ವಿಶಿಷ್ಟಚೇತನರು ಕ್ರೀಡೆಯಲ್ಲಿ ಸಾಧನೆ ಮಾಡಿ ಎಲ್ಲರ ಗಮನ ಸೆಳೆಯುತ್ತಿದ್ದಾರೆ. ಅವರಿಗೆ ಅಗತ್ಯ ಪ್ರೋತ್ಸಾಹ ನೀಡಬೇಕು ಎಂದು ಶಾಸಕ ಜಿ.ಟಿ.ದೇವೇಗೌಡ ತಿಳಿಸಿದರು. ಮೈಸೂರು ವಿವಿ ಸ್ಪೋರ್ಟ್ಸ್ ಪೆವಿಲಿಯನ್‌ನಲ್ಲಿ ಆಯೋಜಿಸಿದ್ದ ಕರ್ನಾಟಕ ವಿಕಲಚೇತನರ ಕ್ರಿಕೆಟ್ ಚಾಂಪಿಯನ್‌ಶಿಪ್ ಕಾರ್ಯಕ್ರಮದಲ್ಲಿ ಭಾಗವಹಿಸಿ ಮಾತನಾಡಿದ ಅವರು, ಕ್ರೀಡೆಯಲ್ಲಿ ಸೋಲು-ಗೆಲುವು ಸಹಜ. ಎಲ್ಲರೂ ಕ್ರೀಡಾ ಮನೋಭಾವದಿಂದ ಆಡಬೇಕು ಎಂದರು. — [690, 1039, 890, 1151]
ramanagara-dateline: ಮೈಸೂರು: — [983, 511, 1021, 523]
left-story-4-body: ಮಾನಸಿಕ ಅಸ್ವಸ್ಥ ಯುವಕನೊಬ್ಬ ಆತ್ಮಹತ್ಯೆಗೆ ಯತ್ನಿಸಿದ ಘಟನೆ ಪಾಂಡವಪುರ ತಾಲ್ಲೂಕಿನ ಗ್ರಾಮವೊಂದರಲ್ಲಿ ನಡೆದಿದೆ. ಉತ್ತರ ಕರ್ನಾಟಕ ಮೂಲದ ಯುವಕ ಗ್ರಾಮದ ಕೆರೆಯ ಬಳಿ ಆತ್ಮಹತ್ಯೆಗೆ ಯತ್ನಿಸಿದ್ದು, ಸ್ಥಳೀಯರು ತಕ್ಷಣ ರಕ್ಷಿಸಿ ಪೊಲೀಸರಿಗೆ ಮಾಹಿತಿ ನೀಡಿದರು. ಯುವಕನನ್ನು ಆಸ್ಪತ್ರೆಗೆ ದಾಖಲಿಸಲಾಗಿದೆ. ಯುವಕನ ಕುಟುಂಬಸ್ಥರನ್ನು ಸಂಪರ್ಕಿಸಲಾಗಿದ್ದು, ಪೊಲೀಸರು ಹೆಚ್ಚಿನ ಮಾಹಿತಿ ಕಲೆ ಹಾಕುತ್ತಿದ್ದಾರೆ. ರಕ್ತದ ಮಡುವಿನಲ್ಲಿ ಬಿದ್ದಿದ್ದ ಯುವಕನನ್ನು ಸ್ಥಳೀಯರು ರಕ್ಷಿಸಿದರು. ಈ ಸಂಬಂಧ ಪೊಲೀಸರು ಪ್ರಕರಣ ದಾಖಲಿಸಿಕೊಂಡಿದ್ದಾರೆ. — [48, 1167, 268, 1293]
talent-body-text-2: ಮೈಸೂರು ವಿಶ್ವವಿದ್ಯಾನಿಲಯದ ಪ್ರಾಧ್ಯಾಪಕರು ಮುಖ್ಯ ಅತಿಥಿಗಳಾಗಿ ಭಾಗವಹಿಸಿ ಮಾತನಾಡಿದರು. ವಿದ್ಯಾರ್ಥಿಗಳು ಉನ್ನತ ಶಿಕ್ಷಣದಲ್ಲಿ ಗುರಿ ಇಟ್ಟುಕೊಂಡು ಸಾಧನೆ ಮಾಡಬೇಕು ಎಂದು ತಿಳಿಸಿದರು. ಈ ಸಂದರ್ಭದಲ್ಲಿ ಗಣ್ಯರು, ಪೋಷಕರು, ಶಿಕ್ಷಕರು ಹಾಗೂ ವಿದ್ಯಾರ್ಥಿಗಳು ಹಾಜರಿದ್ದರು. — [690, 1770, 890, 1854]
kempegowda-body-1: ▪ ಮಂಡ್ಯ: ರಾಜ್ಯದ ರಾಜಧಾನಿ ಬೆಂಗಳೂರು ನಗರವನ್ನು ನಿರ್ಮಿಸಿ ನಾಡಿಗೆ ಅಪಾರ ಕೊಡುಗೆ ನೀಡಿದ ನಾಡಪ್ರಭು ಕೆಂಪೇಗೌಡರ ಜಯಂತಿಯನ್ನು ಜಿಲ್ಲೆಯಲ್ಲಿ ಅರ್ಥಪೂರ್ಣವಾಗಿ ಆಚರಿಸಬೇಕು ಎಂದು ಜಿಲ್ಲಾಧಿಕಾರಿ ಡಾ. ಕುಮಾರ ತಿಳಿಸಿದರು. ಜಿಲ್ಲಾಧಿಕಾರಿಗಳ ಸಭಾಂಗಣದಲ್ಲಿ ನಡೆದ ಜಯಂತಿ ಆಚರಣೆಯ ಪೂರ್ವಭಾವಿ ಸಭೆಯ ಅಧ್ಯಕ್ಷತೆ ವಹಿಸಿ ಮಾತನಾಡಿದ ಅವರು, ಜಿಲ್ಲಾಡಳಿತದ ವತಿಯಿಂದ ಜೂನ್ 27 ರಂದು ನಾಲ್ವಡಿ ಕೃಷ್ಣರಾಜ ಒಡೆಯರ್ ಕಲಾಮಂದಿರದಲ್ಲಿ ಕಾರ್ಯಕ್ರಮ ಆಯೋಜಿಸಲಾಗುವುದು. ಬೆಳಗ್ಗೆ ನಗರದಲ್ಲಿ ಕೆಂಪೇಗೌಡರ ಭಾವಚಿತ್ರದ ಮೆರವಣಿಗೆ ನಡೆಯಲಿದ್ದು, ವಿವಿಧ ಕಲಾತಂಡಗಳು ಭಾಗವಹಿಸಲಿವೆ. ಕಾರ್ಯಕ್ರಮದ ಯಶಸ್ಸಿಗೆ ಎಲ್ಲಾ ಇಲಾಖೆಗಳು ಸಹಕರಿಸಬೇಕು ಎಂದರು. ಮೆರವಣಿಗೆಯಲ್ಲಿ ಡೊಳ್ಳು ಕುಣಿತ, ವೀರಗಾಸೆ ಸೇರಿದಂತೆ ವಿವಿಧ ಕಲಾತಂಡಗಳು ಭಾಗವಹಿಸುವ ವ್ಯವಸ್ಥೆ ಮಾಡಬೇಕು. ವೇದಿಕೆ ಕಾರ್ಯಕ್ರಮದಲ್ಲಿ ಕೆಂಪೇಗೌಡರ ಕುರಿತು ವಿಶೇಷ ಉಪನ್ಯಾಸ ಏರ್ಪಡಿಸಬೇಕು ಎಂದು ತಿಳಿಸಿದರು. ಸಭೆಯಲ್ಲಿ ಅಪರ ಜಿಲ್ಲಾಧಿಕಾರಿ, ಉಪವಿಭಾಗಾಧಿಕಾರಿ ಹಾಗೂ ವಿವಿಧ ಸಂಘಟನೆಗಳ ಮುಖಂಡರು ಉಪಸ್ಥಿತರಿದ್ದರು. — [292, 511, 512, 737]
ramanagara-body: ▪ ಮೈಸೂರು: ರಿಯಲ್ ಎಸ್ಟೇಟ್‌ಗಾಗಿ ರಾಮನಗರದ ಹೆಸರು ಬದಲಾವಣೆ ಮಾಡಲಾಗಿದೆ. ರಾಮ ಎಂಬ ಹೆಸರು ಇರುವುದು ಸರ್ಕಾರಕ್ಕೆ ಅಲರ್ಜಿ ತರಿಸಿದೆ ಎಂದು ಬಿಜೆಪಿ ರಾಜ್ಯಾಧ್ಯಕ್ಷ ಬಿ.ವೈ. ವಿಜಯೇಂದ್ರ ಟೀಕಿಸಿದರು. ಭಾರತದಲ್ಲಿ ರಾಮ ಎನ್ನುವುದು ಆದರ್ಶ. ಆದರೆ ಕಾಂಗ್ರೆಸ್ ಸರ್ಕಾರಕ್ಕೆ ಅದು ಇಷ್ಟವಿಲ್ಲ. ಹಾಗಾಗಿ ಅದರ ಹೆಸರು ಬದಲಾವಣೆ ಮಾಡಲಾಗಿದೆ ಎಂದು ಮೈಸೂರಿನಲ್ಲಿ ಸುದ್ದಿಗಾರರೊಂದಿಗೆ ಮಾತನಾಡಿ ಹೇಳಿದರು. ಬೆಂಗಳೂರು ದಕ್ಷಿಣ ಎಂದು ಹೆಸರಿಟ್ಟು ರಿಯಲ್ ಎಸ್ಟೇಟ್ ಮಾಫಿಯಾಗೆ ಸರ್ಕಾರ ಮಣೆ ಹಾಕಿದೆ. ಸರ್ಕಾರ ಅಭಿವೃದ್ಧಿ ಕೆಲಸ ಮಾಡುವ ಬದಲು ಹೆಸರು ಬದಲಾಯಿಸುವ ಕೆಲಸ ಮಾಡುತ್ತಿದೆ. ಜನರು ಇದಕ್ಕೆ ತಕ್ಕ ಉತ್ತರ ನೀಡಲಿದ್ದಾರೆ. ಕರ್ನಾಟಕವು ರಾಷ್ಟ್ರೀಯ ಭಾವನೆಗೆ ವಿರುದ್ಧವಾಗಿ ನಡೆಯುತ್ತಿರುವ ಸರ್ಕಾರವನ್ನು ಕಂಡು ಬೇಸತ್ತಿದೆ ಎಂದು ಹೇಳಿದರು. — [972, 511, 1144, 737]
left-story-3-body: ಕೊಂಡೋತ್ಸವದ ವೇಳೆ ಕೊಂಡಕ್ಕೆ ಬಿದ್ದು ಗಾಯಗೊಂಡಿದ್ದ ಬೋರೇದೇವರ ಗುಡ್ಡಪ್ಪ ಚಿಕಿತ್ಸೆ ಫಲಕಾರಿಯಾಗದೆ ಮೃತಪಟ್ಟಿದ್ದಾರೆ. ಗ್ರಾಮದಲ್ಲಿ ನಡೆದ ಬೋರೇದೇವರ ಜಾತ್ರಾ ಮಹೋತ್ಸವದಲ್ಲಿ ಕೊಂಡ ಹಾಯುವ ವೇಳೆ ಆಯತಪ್ಪಿ ಬಿದ್ದಿದ್ದರು. ತೀವ್ರವಾಗಿ ಗಾಯಗೊಂಡಿದ್ದ ಅವರನ್ನು ಆಸ್ಪತ್ರೆಗೆ ದಾಖಲಿಸಲಾಗಿತ್ತು. ಚಿಕಿತ್ಸೆ ಫಲಕಾರಿಯಾಗದೆ ಅವರು ಕೊನೆಯುಸಿರೆಳೆದರು. ಈ ಸಂಬಂಧ ಪೊಲೀಸ್ ಠಾಣೆಯಲ್ಲಿ ಪ್ರಕರಣ ದಾಖಲಾಗಿದೆ. — [48, 795, 184, 978]
cricket-team-photo — [898, 1040, 1088, 1130]
paper-logo-box — [980, 4, 1300, 82]
left-story-1: ಹುಲಿ ಕಳೇಬರ ಪತ್ತೆ ▪ ಮೈಸೂರು: ಜಿಲ್ಲೆಯ ಹುಣಸೂರು ತಾಲ್ಲೂಕಿನ ನಾಗರಹೊಳೆ ಉದ್ಯಾನವನ ಅರಣ್ಯದಲ್ಲಿ ಹುಲಿಯೊಂದರ ಕಳೇಬರ ಪತ್ತೆಯಾಗಿದೆ. ಮಾದರ ಹಿಂದೆ ಈ ಭಾಗದ ಅರಣ್ಯದಲ್ಲಿ ವಲಯ ಅರಣ್ಯಾಧಿಕಾರಿಗಳು ಗಸ್ತು ನಡೆಸುತ್ತಿದ್ದಾಗ ಹುಲಿಯ ಕಳೇಬರ ಪತ್ತೆಯಾಗಿದ್ದು, ಹುಲಿ ಅನುಮಾನಾಸ್ಪದವಾಗಿ ಮೃತಪಟ್ಟಿದೆ. ಹುಲಿ ಕಳೇಬರದ ಬಳಿ ಯಾವುದೇ ಗಾಯದ ಗುರುತು ಪತ್ತೆಯಾಗಿಲ್ಲ, ಹಿಂಗಾಲಿನ ಕೆಲವು ಭಾಗ ಹಾನಿಯಾಗಿದೆ. ಉದ್ಯಾನವನದ ಹುಲಿ ಸಂರಕ್ಷಣಾ ನಿರ್ದೇಶಕರು ಹಾಗೂ ವಲಯ ಅರಣ್ಯಾಧಿಕಾರಿಗಳು ಸ್ಥಳಕ್ಕೆ ಭೇಟಿ ನೀಡಿ ಪರಿಶೀಲನೆ ನಡೆಸಿದರು. ಹುಲಿ ಸಾವಿಗೆ ನಿಖರ ಕಾರಣ ತಿಳಿಯಲು ಮರಣೋತ್ತರ ಪರೀಕ್ಷೆ ನಡೆಸಲಾಯಿತು. — [48, 148, 268, 316]
real-estate-box — [1150, 778, 1298, 832]
canteen-body-text: ಹಸಿವು ಮುಕ್ತ ಭಾರತ ಹಾಗೂ ಕೈಗೆಟುಕುವ ದರದಲ್ಲಿ ಶುಚಿ, ರುಚಿಯಾದ ಆಹಾರ ಒದಗಿಸುವ ಉದ್ದೇಶದಿಂದ ಮುಖ್ಯಮಂತ್ರಿ ಸಿದ್ದರಾಮಯ್ಯ ಅವರು ಇಂದಿರಾ ಕ್ಯಾಂಟೀನ್ ಆರಂಭಿಸಿದ್ದಾರೆ ಎಂದು ಶಾಸಕ ಕೆ.ವೆಂಕಟೇಶ್ ತಿಳಿಸಿದರು. ಪಟ್ಟಣದ ಬಸ್ ನಿಲ್ದಾಣದ ಬಳಿ ನಿರ್ಮಿಸಿರುವ ಇಂದಿರಾ ಕ್ಯಾಂಟೀನ್ ಉದ್ಘಾಟಿಸಿ ಮಾತನಾಡಿದ ಅವರು, ಬಡವರು, ಕೂಲಿ ಕಾರ್ಮಿಕರು, ವಿದ್ಯಾರ್ಥಿಗಳು ಹಾಗೂ ಸಾರ್ವಜನಿಕರಿಗೆ ಇದು ಅನುಕೂಲವಾಗಲಿದೆ. — [40, 1685, 240, 1797]
masthead-date: 26 ಮೇ 2025 — [48, 28, 123, 43]
ramanagara-body-3 — [972, 854, 1144, 990]
mourner-portrait — [190, 798, 268, 898]
drama-felicitation-photo — [898, 1288, 1298, 1412]
students-group-photo — [898, 1686, 1298, 1826]
annana-nenapu-dateline: ಮಂಡ್ಯ: — [705, 1285, 733, 1297]
special-needs-headline: ಸಾಮಾನ್ಯರಂತೆ ವಿಶಿಷ್ಟಚೇತನರು ಕ್ರೀಡೆಯಲ್ಲಿ ಸಾಧನೆ — [690, 1000, 1069, 1028]
kempegowda-body-text: ರಾಜ್ಯದ ರಾಜಧಾನಿ ಬೆಂಗಳೂರು ನಗರವನ್ನು ನಿರ್ಮಿಸಿ ನಾಡಿಗೆ ಅಪಾರ ಕೊಡುಗೆ ನೀಡಿದ ನಾಡಪ್ರಭು ಕೆಂಪೇಗೌಡರ ಜಯಂತಿಯನ್ನು ಜಿಲ್ಲೆಯಲ್ಲಿ ಅರ್ಥಪೂರ್ಣವಾಗಿ ಆಚರಿಸಬೇಕು ಎಂದು ಜಿಲ್ಲಾಧಿಕಾರಿ ಡಾ. ಕುಮಾರ ತಿಳಿಸಿದರು. ಜಿಲ್ಲಾಧಿಕಾರಿಗಳ ಸಭಾಂಗಣದಲ್ಲಿ ನಡೆದ ಜಯಂತಿ ಆಚರಣೆಯ ಪೂರ್ವಭಾವಿ ಸಭೆಯ ಅಧ್ಯಕ್ಷತೆ ವಹಿಸಿ ಮಾತನಾಡಿದ ಅವರು, ಜಿಲ್ಲಾಡಳಿತದ ವತಿಯಿಂದ ಜೂನ್ 27 ರಂದು ನಾಲ್ವಡಿ ಕೃಷ್ಣರಾಜ ಒಡೆಯರ್ ಕಲಾಮಂದಿರದಲ್ಲಿ ಕಾರ್ಯಕ್ರಮ ಆಯೋಜಿಸಲಾಗುವುದು. ಬೆಳಗ್ಗೆ ನಗರದಲ್ಲಿ ಕೆಂಪೇಗೌಡರ ಭಾವಚಿತ್ರದ ಮೆರವಣಿಗೆ ನಡೆಯಲಿದ್ದು, ವಿವಿಧ ಕಲಾತಂಡಗಳು ಭಾಗವಹಿಸಲಿವೆ. ಕಾರ್ಯಕ್ರಮದ ಯಶಸ್ಸಿಗೆ ಎಲ್ಲಾ ಇಲಾಖೆಗಳು ಸಹಕರಿಸಬೇಕು ಎಂದರು. ಮೆರವಣಿಗೆಯಲ್ಲಿ ಡೊಳ್ಳು ಕುಣಿತ, ವೀರಗಾಸೆ ಸೇರಿದಂತೆ ವಿವಿಧ ಕಲಾತಂಡಗಳು ಭಾಗವಹಿಸುವ ವ್ಯವಸ್ಥೆ ಮಾಡಬೇಕು. ವೇದಿಕೆ ಕಾರ್ಯಕ್ರಮದಲ್ಲಿ ಕೆಂಪೇಗೌಡರ ಕುರಿತು ವಿಶೇಷ ಉಪನ್ಯಾಸ ಏರ್ಪಡಿಸಬೇಕು ಎಂದು ತಿಳಿಸಿದರು. ಸಭೆಯಲ್ಲಿ ಅಪರ ಜಿಲ್ಲಾಧಿಕಾರಿ, ಉಪವಿಭಾಗಾಧಿಕಾರಿ ಹಾಗೂ ವಿವಿಧ ಸಂಘಟನೆಗಳ ಮುಖಂಡರು ಉಪಸ್ಥಿತರಿದ್ದರು. — [292, 511, 512, 737]
sun-icon: ☀ — [627, 64, 640, 79]
special-needs-body-1: ▪ ಮೈಸೂರು: ಸಾಮಾನ್ಯರಂತೆ ವಿಶಿಷ್ಟಚೇತನರು ಕ್ರೀಡೆಯಲ್ಲಿ ಸಾಧನೆ ಮಾಡಿ ಎಲ್ಲರ ಗಮನ ಸೆಳೆಯುತ್ತಿದ್ದಾರೆ. ಅವರಿಗೆ ಅಗತ್ಯ ಪ್ರೋತ್ಸಾಹ ನೀಡಬೇಕು ಎಂದು ಶಾಸಕ ಜಿ.ಟಿ.ದೇವೇಗೌಡ ತಿಳಿಸಿದರು. ಮೈಸೂರು ವಿವಿ ಸ್ಪೋರ್ಟ್ಸ್ ಪೆವಿಲಿಯನ್‌ನಲ್ಲಿ ಆಯೋಜಿಸಿದ್ದ ಕರ್ನಾಟಕ ವಿಕಲಚೇತನರ ಕ್ರಿಕೆಟ್ ಚಾಂಪಿಯನ್‌ಶಿಪ್ ಕಾರ್ಯಕ್ರಮದಲ್ಲಿ ಭಾಗವಹಿಸಿ ಮಾತನಾಡಿದ ಅವರು, ಕ್ರೀಡೆಯಲ್ಲಿ ಸೋಲು-ಗೆಲುವು ಸಹಜ. ಎಲ್ಲರೂ ಕ್ರೀಡಾ ಮನೋಭಾವದಿಂದ ಆಡಬೇಕು ಎಂದರು. — [690, 1039, 890, 1151]
clock-tower-title: ದೊಡ್ಡ ಗಡಿಯಾರ ಚಿತ್ರ ಬಿಡುಗಡೆ — [707, 92, 915, 116]
left-story-2-dateline: ಮೈಸೂರು: — [65, 482, 103, 494]
clock-tower-body: ಮೈಸೂರಿನ ಪ್ರಧಾನ ಅಂಚೆ ಕಚೇರಿಯಲ್ಲಿ ಭಾರತೀಯ ಅಂಚೆ ಇಲಾಖೆ ಹೊರತಂದಿರುವ ಮೈಸೂರು ನಗರದ ದೊಡ್ಡ ಗಡಿಯಾರದ ಚಿತ್ರವುಳ್ಳ ವಿಶೇಷ ಅಂಚೆ ಲಕೋಟೆಯನ್ನು ಬಿಡುಗಡೆ ಮಾಡಲಾಯಿತು. ಬಳಿಕ ಮಾತನಾಡಿದ ಅವರು, ಮೈಸೂರು ದೇಶದ ಪ್ರಮುಖ ಪ್ರವಾಸಿ ತಾಣವಾಗಿದ್ದು, ದೊಡ್ಡಗಡಿಯಾರ ಮೈಸೂರಿನ ಪ್ರಮುಖ ಐತಿಹಾಸಿಕ ಸ್ಮಾರಕಗಳಲ್ಲಿ ಒಂದಾಗಿದೆ. ಇದನ್ನು ಅಂಚೆ ಲಕೋಟೆ ಮೂಲಕ ಪ್ರಪಂಚಕ್ಕೆ ಪರಿಚಯಿಸುವ ಪ್ರಯತ್ನ ಮಾಡಲಾಗಿದೆ. ದೊಡ್ಡ ಗಡಿಯಾರವು ಸುಮಾರು 100 ವರ್ಷಗಳ ಇತಿಹಾಸ ಹೊಂದಿದ್ದು, ಇದು ಮೈಸೂರಿನ ಹೆಮ್ಮೆಯ ಪ್ರತೀಕವಾಗಿದೆ. ಸಾರ್ವಜನಿಕರು ಈ ವಿಶೇಷ ಅಂಚೆ ಲಕೋಟೆಯನ್ನು ಅಂಚೆ ಕಚೇರಿಯಲ್ಲಿ ಖರೀದಿಸಬಹುದು ಎಂದು ತಿಳಿಸಿದರು. ಕಾರ್ಯಕ್ರಮದಲ್ಲಿ ಅಂಚೆ ಇಲಾಖೆಯ ಅಧಿಕಾರಿಗಳು, ಸಿಬ್ಬಂದಿ ಹಾಗೂ ಸಾರ್ವಜನಿಕರು ಉಪಸ್ಥಿತರಿದ್ದರು. — [652, 123, 970, 249]
canteen-body-1: ▪ ಪಿರಿಯಾಪಟ್ಟಣ: ಹಸಿವು ಮುಕ್ತ ಭಾರತ ಹಾಗೂ ಕೈಗೆಟುಕುವ ದರದಲ್ಲಿ ಶುಚಿ, ರುಚಿಯಾದ ಆಹಾರ ಒದಗಿಸುವ ಉದ್ದೇಶದಿಂದ ಮುಖ್ಯಮಂತ್ರಿ ಸಿದ್ದರಾಮಯ್ಯ ಅವರು ಇಂದಿರಾ ಕ್ಯಾಂಟೀನ್ ಆರಂಭಿಸಿದ್ದಾರೆ ಎಂದು ಶಾಸಕ ಕೆ.ವೆಂಕಟೇಶ್ ತಿಳಿಸಿದರು. ಪಟ್ಟಣದ ಬಸ್ ನಿಲ್ದಾಣದ ಬಳಿ ನಿರ್ಮಿಸಿರುವ ಇಂದಿರಾ ಕ್ಯಾಂಟೀನ್ ಉದ್ಘಾಟಿಸಿ ಮಾತನಾಡಿದ ಅವರು, ಬಡವರು, ಕೂಲಿ ಕಾರ್ಮಿಕರು, ವಿದ್ಯಾರ್ಥಿಗಳು ಹಾಗೂ ಸಾರ್ವಜನಿಕರಿಗೆ ಇದು ಅನುಕೂಲವಾಗಲಿದೆ. — [40, 1685, 240, 1797]
annana-nenapu-headline: ಮಂಡ್ಯದಲ್ಲಿ ಅಣ್ಣನ ನೆನಪು ಸಾಕ್ಷ್ಯ ನಾಟಕ ಪ್ರದರ್ಶನ — [690, 1244, 1104, 1274]
sun-icon: ☀ — [470, 64, 482, 79]
special-needs-body-2: ನಮ್ಮಲ್ಲಿ ಸಾಧನೆ ಮಾಡುವ ಛಲ ಇದ್ದರೆ ಯಾವುದೇ ಕೊರತೆ ಅಡ್ಡಿಯಾಗುವುದಿಲ್ಲ. ವಿಶೇಷಚೇತನರು ಸಮಾಜಕ್ಕೆ ಮಾದರಿಯಾಗಿದ್ದಾರೆ. ಸರ್ಕಾರವು ವಿಶೇಷಚೇತನರ ಕ್ರೀಡೆಗೆ ಹೆಚ್ಚಿನ ಅನುದಾನ ನೀಡಬೇಕು ಎಂದು ತಿಳಿಸಿದರು. ಬಹುಮಾನ ವಿತರಣೆ ಮಾಡಲಾಯಿತು. ಕ್ರಿಕೆಟ್ ಕ್ರೀಡಾಪಟುಗಳು, ತರಬೇತುದಾರರು ಹಾಗೂ ಪೋಷಕರು ಭಾಗವಹಿಸಿದ್ದರು. ಸಮಾರಂಭದಲ್ಲಿ ಗಣ್ಯರು, ಕ್ರೀಡಾಪ್ರೇಮಿಗಳು ಉಪಸ್ಥಿತರಿದ್ದರು. — [1096, 1039, 1298, 1137]
ramanagara-kicker: ರಾಮನಗರದ ಹೆಸರು ಬದಲಾವಣೆ: ವಿಜಯೇಂದ್ರ — [972, 404, 1216, 423]
shrivatsa-quote-author: ಟಿ.ಎಸ್. ಶ್ರೀವತ್ಸ, ಶಾಸಕ — [903, 1954, 988, 1966]
annana-nenapu-body-text: ಅನುಭವವನ್ನು ಪ್ರಜಾಪ್ರಭುತ್ವವಾಗಿ ಮಾಡುವ, ಸಾಂಸ್ಕೃತಿಕ ಮತ್ತು ಸಾಮಾಜಿಕ ಚಿಂತನೆ ಮೂಡಿಸುವ ನಾಟಕ ಪ್ರದರ್ಶನ ಅಭಿನಂದನೀಯ ಎಂದು ರೈತ ನಾಯಕಿ ಸುನಂದಾ ಜಯರಾಂ ಅಭಿಪ್ರಾಯಪಟ್ಟರು. ನಗರದ ನಾಲ್ವಡಿ ಕೃಷ್ಣರಾಜ ಒಡೆಯರ್ ಕಲಾಮಂದಿರದಲ್ಲಿ ಸೆಂಟರ್ ಫಾರ್ ಕಲ್ಚರಲ್ ಸಂಸ್ಥೆ ಆಯೋಜಿಸಿದ್ದ ಕೆ.ಪಿ.ಪೂರ್ಣಚಂದ್ರ ತೇಜಸ್ವಿ ಅವರ ಅಣ್ಣನ ನೆನಪು ಸಾಕ್ಷ್ಯ ನಾಟಕ ಪ್ರದರ್ಶನದಲ್ಲಿ ಮಾತನಾಡಿದರು. ಈ ನಾಟಕದ ಮೂಲಕ ಕುವೆಂಪು ಅವರ ವ್ಯಕ್ತಿತ್ವವನ್ನು ಪರಿಚಯಿಸಲಾಗಿದೆ. ಕುವೆಂಪು ಅವರ ವಿಚಾರಧಾರೆಗಳನ್ನು ಯುವಜನರು ಅರಿಯಬೇಕು. — [690, 1285, 890, 1425]
talent-dateline: ಮೈಸೂರು: — [721, 1685, 759, 1697]
tiranga-body-text: ಪಾಕಿಸ್ತಾನದ ವಿರುದ್ಧ ಆಪರೇಷನ್ ಸಿಂಧೂರ ಯುದ್ಧದಲ್ಲಿ ವಿಜಯ ಸಾಧಿಸಿದ ದೇಶದ ವೀರ ಯೋಧರಿಗೆ ಗೌರವ ಸಲ್ಲಿಸುವ ಹಿನ್ನೆಲೆಯಲ್ಲಿ ನಾಗರಿಕ ಸಮಿತಿ ವತಿಯಿಂದ ಹುಣಸೂರು ನಗರದಲ್ಲಿ ಮೇ 26ರ ಸೋಮವಾರ ತಿರಂಗಾ ಯಾತ್ರೆ ಹಮ್ಮಿಕೊಳ್ಳಲಾಗಿದೆ ಎಂದು ನಗರಸಭೆ ಅಧ್ಯಕ್ಷ ತಿಳಿಸಿದರು. ಈ ಕಾರ್ಯಕ್ರಮದಲ್ಲಿ ಪತ್ರಕರ್ತರು, ವಕೀಲರು, ವಿದ್ಯಾರ್ಥಿಗಳು ಹಾಗೂ ಸಾರ್ವಜನಿಕರು ಭಾಗವಹಿಸುವಂತೆ ಮನವಿ ಮಾಡಿದರು. ನಗರದ ಮುಖ್ಯ ರಸ್ತೆಗಳಲ್ಲಿ ಯಾತ್ರೆ ನಡೆಯಲಿದ್ದು, ಎಲ್ಲರೂ ರಾಷ್ಟ್ರಧ್ವಜದೊಂದಿಗೆ ಭಾಗವಹಿಸಬೇಕು. ತಾಲೂಕು ಬಿಜೆಪಿ ಅಧ್ಯಕ್ಷ ಕಾರ್ಯಕರ್ತರು ಬೆಳಗ್ಗೆ 10.30ಕ್ಕೆ ನಗರದ ಸಂವಿಧಾನ ಸರ್ಕಲ್ — [292, 1041, 478, 1210]
procession-box — [520, 746, 716, 990]
left-story-2-body: ಬಿಳಿಕೆರೆ-ಹುಣಸೂರು ನಡುವೆ ರಸ್ತೆ ಸಂಭವಿಸಿದ ಅಪಘಾತದಲ್ಲಿ ಬಾಲಕನೊಬ್ಬ ಸಾವನ್ನಪ್ಪಿದ ಘಟನೆ ನಡೆದಿದೆ. ಮೃತ ಬಾಲಕ ಹುಣಸೂರು ತಾಲ್ಲೂಕಿನ ಗ್ರಾಮವೊಂದರ ನಿವಾಸಿ ಎಂದು ಗುರುತಿಸಲಾಗಿದೆ. ಘಟನೆ ಸಂಬಂಧ ಬಿಳಿಕೆರೆ ಪೊಲೀಸ್ ಠಾಣೆಯಲ್ಲಿ ಪ್ರಕರಣ ದಾಖಲಾಗಿದೆ. ಸ್ಥಳಕ್ಕೆ ಪೊಲೀಸರು ಭೇಟಿ ನೀಡಿ ಪರಿಶೀಲನೆ ನಡೆಸಿದರು. ಗಾಯಾಳುಗಳನ್ನು ಸಮೀಪದ ಆಸ್ಪತ್ರೆಗೆ ದಾಖಲಿಸಲಾಗಿದ್ದು ಚಿಕಿತ್ಸೆ ಮುಂದುವರಿದಿದೆ. ಈ ಕುರಿತು ಹೆಚ್ಚಿನ ತನಿಖೆ ನಡೆಯುತ್ತಿದೆ. — [48, 482, 268, 594]
left-story-1-dateline: ಮೈಸೂರು: — [64, 176, 102, 188]
kempegowda-dateline: ಮಂಡ್ಯ: — [304, 511, 332, 523]
kempegowda-kicker: ಪೂರ್ವಭಾವಿ ಸಭೆಯಲ್ಲಿ ಜಿಲ್ಲಾಧಿಕಾರಿ ಶಿವಾನಂದಮೂರ್ತಿ ಅಭಿಪ್ರಾಯ — [408, 404, 836, 428]
tiranga-headline: ನಗರದಲ್ಲಿ ಇಂದು ತಿರಂಗಾ ಯಾತ್ರೆ — [292, 1000, 567, 1030]
left-story-4: ಅಸ್ವಸ್ಥ ಯುವಕ ಆತ್ಮಹತ್ಯೆಗೆ ಯತ್ನ ▪ ಪಾಂಡವಪುರ: ಮಾನಸಿಕ ಅಸ್ವಸ್ಥ ಯುವಕನೊಬ್ಬ ಆತ್ಮಹತ್ಯೆಗೆ ಯತ್ನಿಸಿದ ಘಟನೆ ಪಾಂಡವಪುರ ತಾಲ್ಲೂಕಿನ ಗ್ರಾಮವೊಂದರಲ್ಲಿ ನಡೆದಿದೆ. ಉತ್ತರ ಕರ್ನಾಟಕ ಮೂಲದ ಯುವಕ ಗ್ರಾಮದ ಕೆರೆಯ ಬಳಿ ಆತ್ಮಹತ್ಯೆಗೆ ಯತ್ನಿಸಿದ್ದು, ಸ್ಥಳೀಯರು ತಕ್ಷಣ ರಕ್ಷಿಸಿ ಪೊಲೀಸರಿಗೆ ಮಾಹಿತಿ ನೀಡಿದರು. ಯುವಕನನ್ನು ಆಸ್ಪತ್ರೆಗೆ ದಾಖಲಿಸಲಾಗಿದೆ. ಯುವಕನ ಕುಟುಂಬಸ್ಥರನ್ನು ಸಂಪರ್ಕಿಸಲಾಗಿದ್ದು, ಪೊಲೀಸರು ಹೆಚ್ಚಿನ ಮಾಹಿತಿ ಕಲೆ ಹಾಕುತ್ತಿದ್ದಾರೆ. ರಕ್ತದ ಮಡುವಿನಲ್ಲಿ ಬಿದ್ದಿದ್ದ ಯುವಕನನ್ನು ಸ್ಥಳೀಯರು ರಕ್ಷಿಸಿದರು. ಈ ಸಂಬಂಧ ಪೊಲೀಸರು ಪ್ರಕರಣ ದಾಖಲಿಸಿಕೊಂಡಿದ್ದಾರೆ. — [48, 1138, 268, 1293]
weather-min-2: 22 — [672, 64, 691, 79]
canteen-ribbon-photo — [250, 1686, 670, 1812]
vijayendra-quote: ಕಾಂಗ್ರೆಸ್ ಸರ್ಕಾರದ ವಿರುದ್ಧ ಚಾರ್ಜ್ ಶೀಟ್ ಸಿದ್ಧ. ಸಿದ್ದರಾಮಯ್ಯ ನೇತೃತ್ವದ ಕಾಂಗ್ರೆಸ್ ನಾಯಕರು ಜನರನ್ನು ಮರುಳು ಮಾಡುತ್ತಿದ್ದಾರೆ. ಸರ್ಕಾರ ಇನ್ನೂ ಮೂರು ವರ್ಷದಲ್ಲಿ ಜನರ ಬೆಂಬಲ ಕಳೆದುಕೊಳ್ಳಲಿದೆ. — [1156, 543, 1290, 630]
kiru-suddi-banner — [48, 92, 258, 138]
talent-body-3: ಪ್ರಮಾಣ ಪತ್ರ ನೀಡಿ ಗೌರವಿಸಲಾಯಿತು. ವಿದ್ಯಾರ್ಥಿಗಳ ಸಾಧನೆಗೆ ಪೋಷಕರ ಪ್ರೋತ್ಸಾಹ ಹಾಗೂ ಶಿಕ್ಷಕರ ಮಾರ್ಗದರ್ಶನ ಮುಖ್ಯ. ಸಂಸ್ಥೆಯು ಪ್ರತಿ ವರ್ಷ ಈ ಕಾರ್ಯಕ್ರಮ ಆಯೋಜಿಸುತ್ತಿರುವುದು ಶ್ಲಾಘನೀಯ ಎಂದರು. ಕಾರ್ಯಕ್ರಮದಲ್ಲಿ ಸಂಸ್ಥೆಯ ಪದಾಧಿಕಾರಿಗಳು ಹಾಗೂ ಗಣ್ಯರು ಭಾಗವಹಿಸಿದ್ದರು. — [1076, 1833, 1298, 1902]
vijayendra-quote-box — [1150, 512, 1298, 774]
